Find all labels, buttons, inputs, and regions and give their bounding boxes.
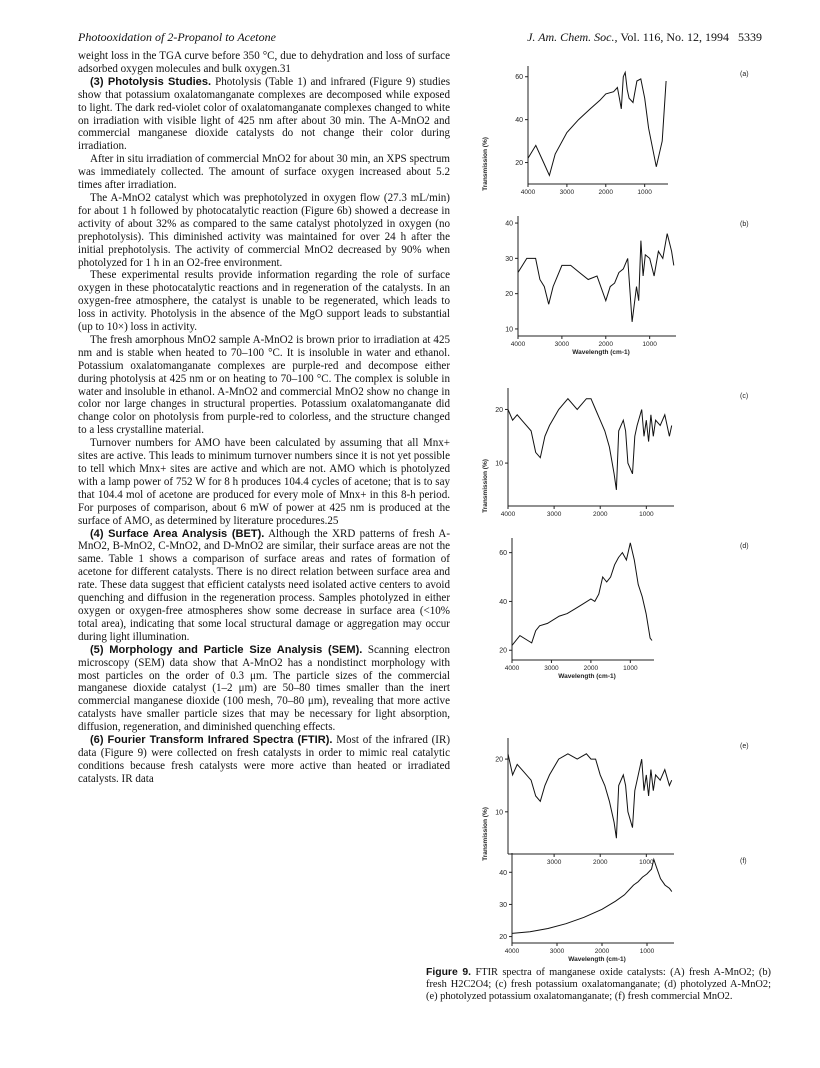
y-axis-label: Transmission (%) <box>482 807 489 861</box>
paragraph: The fresh amorphous MnO2 sample A-MnO2 is brown prior to irradiation at 425 nm and is stable when heated to 70–100 °C. It is insoluble in water and ethanol. Potassium oxalatomanganate complexes are purple-red and decompose either during photolysis at 425 nm or on heating to 70–100 °C. The complex is soluble in water and insoluble in ethanol. A-MnO2 and commercial MnO2 show no change in color nor large changes in structural properties. Potassium oxalatomanganate did change color on photolysis from purple-red to colorless, and the structure changed to a less crystalline material. <box>78 333 450 437</box>
y-tick-label: 40 <box>499 598 507 606</box>
body-text-column <box>78 50 450 786</box>
x-tick-label: 2000 <box>592 511 608 518</box>
panel-label: (d) <box>740 543 749 550</box>
y-axis-label: Transmission (%) <box>482 137 489 191</box>
spectrum-line <box>508 754 672 838</box>
paragraph: (5) Morphology and Particle Size Analysis (SEM). Scanning electron microscopy (SEM) data show that A-MnO2 has a nondistinct morphology with most particles on the order of 0.3 μm. The particle sizes of the commercial manganese dioxide catalyst (1–2 μm) are 50–80 times smaller than the inert commercial manganese dioxide (100 mesh, 70–80 μm), revealing that more active catalysts have smaller particle sizes that may be necessary for light absorption, diffusion, regeneration, and diminished quenching effects. <box>78 643 451 734</box>
figure-caption <box>426 967 771 1003</box>
x-tick-label: 3000 <box>549 948 565 955</box>
spectrum-line <box>518 234 674 322</box>
page-number: 5339 <box>738 30 762 44</box>
y-tick-label: 40 <box>515 117 523 125</box>
x-tick-label: 1000 <box>637 189 652 196</box>
y-tick-label: 10 <box>495 809 503 817</box>
y-tick-label: 20 <box>495 756 503 764</box>
x-tick-label: 4000 <box>500 511 516 518</box>
x-tick-label: 2000 <box>583 665 599 672</box>
spectrum-line <box>512 859 672 933</box>
y-tick-label: 10 <box>495 460 503 468</box>
x-axis-label: Wavelength (cm-1) <box>568 956 626 963</box>
spectrum-panel <box>482 738 749 866</box>
x-tick-label: 3000 <box>546 511 562 518</box>
caption-label: Figure 9. <box>426 967 472 978</box>
panel-label: (f) <box>740 858 747 865</box>
x-tick-label: 4000 <box>520 189 536 196</box>
y-tick-label: 20 <box>505 291 513 299</box>
x-tick-label: 3000 <box>544 665 559 672</box>
section-heading: (3) Photolysis Studies. <box>90 75 212 88</box>
section-heading: (6) Fourier Transform Infrared Spectra (FTIR). <box>90 734 333 747</box>
running-header-journal <box>527 30 762 45</box>
spectrum-panel <box>482 66 749 196</box>
paragraph: weight loss in the TGA curve before 350 °C, due to dehydration and loss of surface adsorbed oxygen molecules and bulk oxygen.31 <box>78 50 450 75</box>
x-tick-label: 3000 <box>554 341 570 348</box>
ftir-spectra-figure <box>478 48 768 963</box>
y-tick-label: 40 <box>499 869 507 877</box>
figure-9 <box>478 48 768 963</box>
spectrum-panel <box>499 538 748 680</box>
spectrum-panel <box>499 853 746 963</box>
spectrum-panel <box>482 388 748 518</box>
y-tick-label: 20 <box>499 647 507 655</box>
journal-name: J. Am. Chem. Soc., <box>527 30 618 44</box>
journal-volume: Vol. 116, No. 12, 1994 <box>620 30 729 44</box>
paragraph: (4) Surface Area Analysis (BET). Although the XRD patterns of fresh A-MnO2, B-MnO2, C-MnO2, and D-MnO2 are similar, their surface areas are not the same. Table 1 shows a comparison of surface areas and rates of formation of acetone for different catalysts. There is no direct relation between surface area and rate. These data suggest that efficient catalysts need isolated active centers to avoid quenching and diffusion in the regeneration process. Samples photolyzed in either oxygen or oxygen-free atmospheres show some decrease in surface area (<10% total area), indicating that some local structural damage or aggregation may occur during light illumination. <box>78 527 450 643</box>
y-tick-label: 40 <box>505 220 513 228</box>
y-tick-label: 30 <box>505 255 513 263</box>
y-tick-label: 30 <box>499 901 507 909</box>
panel-label: (e) <box>740 743 749 750</box>
spectrum-line <box>508 399 672 490</box>
running-header-title: Photooxidation of 2-Propanol to Acetone <box>78 30 276 44</box>
x-tick-label: 1000 <box>639 859 654 866</box>
paragraph: Turnover numbers for AMO have been calculated by assuming that all Mnx+ sites are active. This leads to minimum turnover numbers since it is not yet possible to tell which Mnx+ sites are active and which are not. AMO which is photolyzed with a lamp power of 752 W for 8 h produces 104.4 cycles of acetone; that is to say that 104.4 mol of acetone are produced for every mole of Mnx+ in this 8-h period. For purposes of comparison, about 6 mW of power at 425 nm is produced at the surface of AMO, as determined by literature procedures.25 <box>78 437 450 527</box>
paragraph: (6) Fourier Transform Infrared Spectra (FTIR). Most of the infrared (IR) data (Figure 9) were collected on fresh catalysts in order to mimic real catalytic conditions because fresh catalysts were more active than heated or irradiated catalysts. IR data <box>78 734 450 785</box>
y-tick-label: 20 <box>499 934 507 942</box>
panel-label: (b) <box>740 221 749 228</box>
x-tick-label: 3000 <box>559 189 575 196</box>
x-tick-label: 1000 <box>639 511 654 518</box>
paragraph: The A-MnO2 catalyst which was prephotolyzed in oxygen flow (27.3 mL/min) for about 1 h followed by photocatalytic reaction (Figure 6b) showed a decrease in activity of about 32% as compared to the same catalyst photolyzed in oxygen (no prephotolysis). This diminished activity was maintained for over 24 h after the initial prephotolysis. The activity of commercial MnO2 decreased by 90% when photolyzed for 1 h in an O2-free environment. <box>78 191 450 269</box>
x-tick-label: 4000 <box>504 665 520 672</box>
x-tick-label: 1000 <box>623 665 638 672</box>
y-tick-label: 60 <box>515 74 523 82</box>
x-tick-label: 2000 <box>594 948 610 955</box>
caption-text: FTIR spectra of manganese oxide catalysts: (A) fresh A-MnO2; (b) fresh H2C2O4; (c) fresh potassium oxalatomanganate; (d) photolyzed A-MnO2; (e) photolyzed potassium oxalatomanganate; (f) fresh commercial MnO2. <box>426 967 771 1002</box>
paragraph: After in situ irradiation of commercial MnO2 for about 30 min, an XPS spectrum was immediately collected. The amount of surface oxygen increased about 5.2 times after irradiation. <box>78 153 450 192</box>
spectrum-line <box>512 543 652 646</box>
section-heading: (5) Morphology and Particle Size Analysis (SEM). <box>90 643 363 656</box>
x-axis-label: Wavelength (cm-1) <box>572 349 630 356</box>
x-tick-label: 3000 <box>546 859 562 866</box>
y-tick-label: 10 <box>505 326 513 334</box>
paragraph: (3) Photolysis Studies. Photolysis (Table 1) and infrared (Figure 9) studies show that potassium oxalatomanganate complexes are decomposed while exposed to light. The dark red-violet color of oxalatomanganate complexes changed to white on irradiation with visible light of 425 nm after about 30 min. The A-MnO2 and commercial manganese dioxide catalysts do not change their color during irradiation. <box>78 75 450 153</box>
x-tick-label: 2000 <box>598 341 614 348</box>
x-tick-label: 1000 <box>642 341 657 348</box>
y-tick-label: 20 <box>515 160 523 168</box>
x-tick-label: 1000 <box>639 948 655 955</box>
panel-label: (a) <box>740 71 749 78</box>
x-axis-label: Wavelength (cm-1) <box>558 673 616 680</box>
y-tick-label: 60 <box>499 550 507 558</box>
x-tick-label: 4000 <box>510 341 526 348</box>
panel-label: (c) <box>740 393 749 400</box>
spectrum-panel <box>505 216 748 356</box>
y-tick-label: 20 <box>495 406 503 414</box>
x-tick-label: 4000 <box>504 948 520 955</box>
spectrum-line <box>528 72 666 175</box>
y-axis-label: Transmission (%) <box>482 459 489 513</box>
x-tick-label: 2000 <box>592 859 608 866</box>
paragraph: These experimental results provide information regarding the role of surface oxygen in these photocatalytic reactions and in regeneration of the catalysts. In an oxygen-free atmosphere, the catalyst is unable to be regenerated, which leads to loss in activity. Photolysis in the absence of the MgO support leads to substantial (up to 10×) loss in activity. <box>78 269 450 334</box>
section-heading: (4) Surface Area Analysis (BET). <box>90 527 265 540</box>
x-tick-label: 2000 <box>598 189 614 196</box>
